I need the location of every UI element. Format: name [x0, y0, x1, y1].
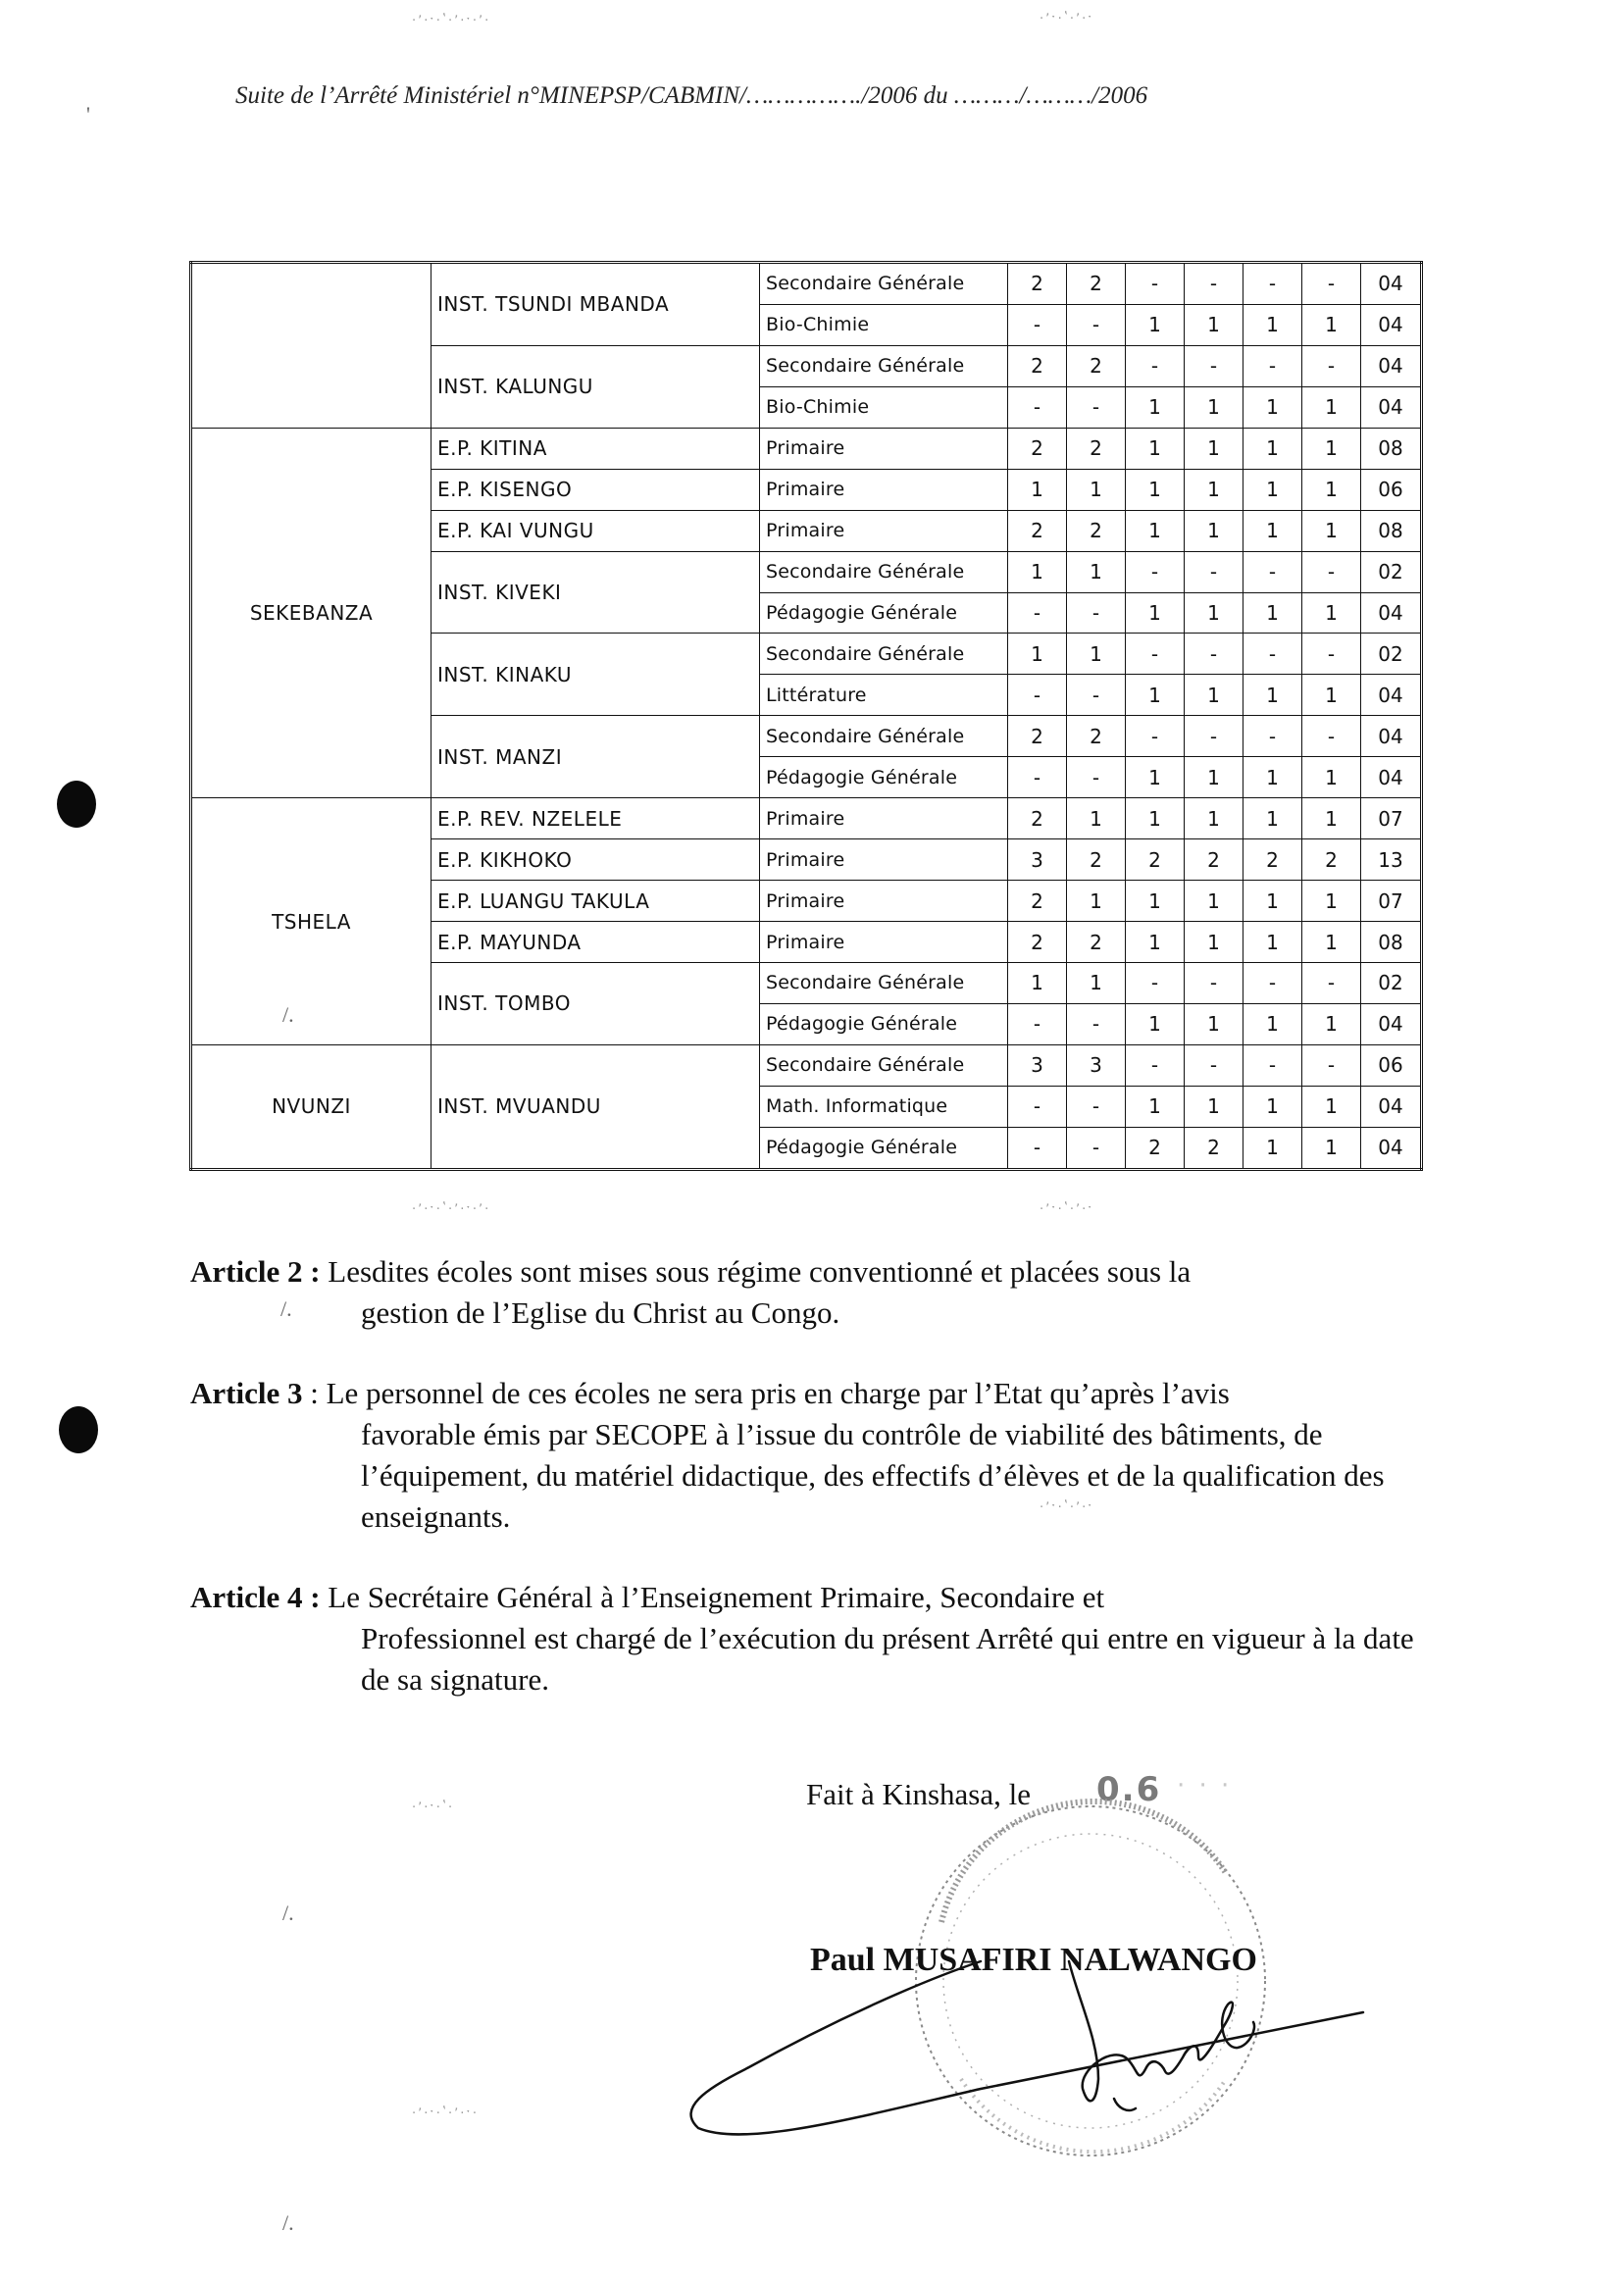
count-cell: 1	[1185, 1086, 1243, 1127]
count-cell: 1	[1243, 1127, 1302, 1169]
count-cell: -	[1067, 592, 1126, 634]
scan-noise: ·ʼˑ·ʽ·ʼ·ˑ	[1040, 1202, 1094, 1217]
count-cell: 2	[1067, 263, 1126, 305]
count-cell: 1	[1126, 510, 1185, 551]
count-cell: 1	[1008, 469, 1067, 510]
total-cell: 06	[1361, 1044, 1422, 1086]
total-cell: 04	[1361, 304, 1422, 345]
count-cell: 1	[1126, 881, 1185, 922]
count-cell: 1	[1126, 304, 1185, 345]
count-cell: 2	[1067, 922, 1126, 963]
total-cell: 06	[1361, 469, 1422, 510]
count-cell: 1	[1126, 386, 1185, 428]
count-cell: 1	[1243, 1003, 1302, 1044]
count-cell: 3	[1008, 1044, 1067, 1086]
total-cell: 04	[1361, 1003, 1422, 1044]
count-cell: 1	[1243, 922, 1302, 963]
count-cell: 1	[1185, 798, 1243, 839]
count-cell: 2	[1008, 922, 1067, 963]
count-cell: 1	[1126, 798, 1185, 839]
count-cell: 1	[1067, 798, 1126, 839]
total-cell: 07	[1361, 798, 1422, 839]
count-cell: 1	[1126, 1086, 1185, 1127]
count-cell: -	[1243, 1044, 1302, 1086]
count-cell: 1	[1243, 304, 1302, 345]
count-cell: 1	[1185, 428, 1243, 469]
handwritten-signature	[691, 1961, 1363, 2134]
total-cell: 04	[1361, 1086, 1422, 1127]
school-name-cell: INST. TSUNDI MBANDA	[431, 263, 760, 346]
count-cell: 1	[1302, 469, 1361, 510]
section-cell: Bio-Chimie	[760, 304, 1008, 345]
section-cell: Secondaire Générale	[760, 551, 1008, 592]
count-cell: 1	[1067, 551, 1126, 592]
count-cell: 1	[1126, 428, 1185, 469]
count-cell: 1	[1302, 1127, 1361, 1169]
count-cell: -	[1302, 263, 1361, 305]
count-cell: 1	[1185, 1003, 1243, 1044]
section-cell: Pédagogie Générale	[760, 592, 1008, 634]
article-2-label: Article 2 :	[190, 1254, 321, 1289]
scan-mark: '	[86, 102, 90, 127]
count-cell: 1	[1243, 675, 1302, 716]
count-cell: -	[1302, 716, 1361, 757]
count-cell: 1	[1302, 881, 1361, 922]
count-cell: -	[1243, 634, 1302, 675]
count-cell: -	[1067, 304, 1126, 345]
count-cell: -	[1126, 716, 1185, 757]
school-name-cell: E.P. KITINA	[431, 428, 760, 469]
section-cell: Secondaire Générale	[760, 716, 1008, 757]
zone-cell: SEKEBANZA	[191, 428, 431, 797]
section-cell: Secondaire Générale	[760, 345, 1008, 386]
total-cell: 08	[1361, 510, 1422, 551]
count-cell: -	[1243, 345, 1302, 386]
count-cell: 2	[1067, 510, 1126, 551]
count-cell: 1	[1302, 386, 1361, 428]
count-cell: 2	[1126, 1127, 1185, 1169]
count-cell: -	[1243, 263, 1302, 305]
count-cell: -	[1243, 962, 1302, 1003]
section-cell: Secondaire Générale	[760, 263, 1008, 305]
count-cell: -	[1067, 1127, 1126, 1169]
scan-mark: /.	[282, 1901, 294, 1925]
section-cell: Pédagogie Générale	[760, 1003, 1008, 1044]
count-cell: 1	[1243, 592, 1302, 634]
count-cell: 1	[1185, 922, 1243, 963]
signer-name: Paul MUSAFIRI NALWANGO	[810, 1942, 1257, 1978]
scan-noise: ·ʼ·ˑ·ʽ·ʼ·ˑ·ʼ·	[412, 14, 491, 28]
count-cell: 2	[1067, 428, 1126, 469]
count-cell: 2	[1008, 345, 1067, 386]
scan-noise: ·ʼ·ˑ·ʽ·	[412, 1801, 455, 1815]
article-3-first-line: : Le personnel de ces écoles ne sera pris en charge par l’Etat qu’après l’avis	[302, 1376, 1230, 1410]
total-cell: 04	[1361, 716, 1422, 757]
total-cell: 04	[1361, 263, 1422, 305]
count-cell: -	[1126, 962, 1185, 1003]
count-cell: 1	[1302, 922, 1361, 963]
total-cell: 04	[1361, 345, 1422, 386]
count-cell: 1	[1302, 592, 1361, 634]
section-cell: Secondaire Générale	[760, 634, 1008, 675]
count-cell: 3	[1008, 839, 1067, 881]
school-name-cell: INST. KINAKU	[431, 634, 760, 716]
count-cell: 1	[1302, 304, 1361, 345]
scan-mark: /.	[282, 1002, 294, 1027]
count-cell: -	[1185, 263, 1243, 305]
total-cell: 04	[1361, 1127, 1422, 1169]
count-cell: 1	[1008, 551, 1067, 592]
scan-mark: /.	[282, 2210, 294, 2235]
section-cell: Primaire	[760, 428, 1008, 469]
count-cell: -	[1067, 757, 1126, 798]
count-cell: 2	[1008, 716, 1067, 757]
zone-cell: TSHELA	[191, 798, 431, 1045]
section-cell: Secondaire Générale	[760, 1044, 1008, 1086]
article-4-text: Professionnel est chargé de l’exécution du présent Arrêté qui entre en vigueur à la date de sa signature.	[361, 1621, 1414, 1697]
count-cell: -	[1067, 1086, 1126, 1127]
count-cell: 1	[1126, 922, 1185, 963]
count-cell: -	[1302, 551, 1361, 592]
count-cell: 1	[1243, 469, 1302, 510]
count-cell: 2	[1243, 839, 1302, 881]
count-cell: 1	[1008, 634, 1067, 675]
count-cell: 2	[1185, 1127, 1243, 1169]
zone-cell: NVUNZI	[191, 1044, 431, 1169]
count-cell: 1	[1185, 510, 1243, 551]
section-cell: Primaire	[760, 469, 1008, 510]
school-name-cell: INST. MVUANDU	[431, 1044, 760, 1169]
scan-noise: ·ʼˑ·ʽ·ʼ·ˑ	[1040, 1500, 1094, 1515]
count-cell: -	[1302, 634, 1361, 675]
section-cell: Pédagogie Générale	[760, 757, 1008, 798]
count-cell: -	[1185, 551, 1243, 592]
count-cell: 1	[1243, 1086, 1302, 1127]
count-cell: -	[1008, 1003, 1067, 1044]
total-cell: 08	[1361, 922, 1422, 963]
article-4-label: Article 4 :	[190, 1580, 321, 1614]
count-cell: -	[1185, 716, 1243, 757]
count-cell: -	[1008, 675, 1067, 716]
section-cell: Secondaire Générale	[760, 962, 1008, 1003]
section-cell: Primaire	[760, 798, 1008, 839]
count-cell: 1	[1185, 757, 1243, 798]
count-cell: 1	[1243, 757, 1302, 798]
count-cell: 1	[1243, 798, 1302, 839]
count-cell: 1	[1067, 881, 1126, 922]
total-cell: 02	[1361, 551, 1422, 592]
total-cell: 08	[1361, 428, 1422, 469]
school-name-cell: E.P. KIKHOKO	[431, 839, 760, 881]
count-cell: -	[1185, 634, 1243, 675]
count-cell: 1	[1126, 592, 1185, 634]
count-cell: 2	[1126, 839, 1185, 881]
count-cell: 1	[1185, 881, 1243, 922]
article-2-first-line: Lesdites écoles sont mises sous régime conventionné et placées sous la	[320, 1254, 1192, 1289]
scan-noise: ·ʼˑ·ʽ·ʼ·ˑ	[1040, 12, 1094, 26]
count-cell: 1	[1302, 1086, 1361, 1127]
count-cell: 1	[1302, 675, 1361, 716]
count-cell: 1	[1185, 304, 1243, 345]
count-cell: -	[1008, 386, 1067, 428]
section-cell: Littérature	[760, 675, 1008, 716]
school-name-cell: INST. MANZI	[431, 716, 760, 798]
section-cell: Primaire	[760, 839, 1008, 881]
count-cell: 2	[1008, 881, 1067, 922]
section-cell: Primaire	[760, 922, 1008, 963]
count-cell: 2	[1008, 798, 1067, 839]
count-cell: 1	[1243, 386, 1302, 428]
stamped-date-faint: · · ·	[1177, 1771, 1233, 1801]
section-cell: Math. Informatique	[760, 1086, 1008, 1127]
count-cell: 1	[1243, 881, 1302, 922]
count-cell: 2	[1008, 428, 1067, 469]
document-header: Suite de l’Arrêté Ministériel n°MINEPSP/CABMIN/……………./2006 du ………/………/2006	[235, 82, 1148, 109]
total-cell: 04	[1361, 386, 1422, 428]
count-cell: -	[1243, 716, 1302, 757]
article-2-text: gestion de l’Eglise du Christ au Congo.	[361, 1295, 840, 1330]
scan-mark: /.	[280, 1296, 292, 1321]
count-cell: -	[1126, 634, 1185, 675]
total-cell: 04	[1361, 675, 1422, 716]
count-cell: 2	[1008, 263, 1067, 305]
count-cell: 1	[1302, 798, 1361, 839]
count-cell: -	[1067, 386, 1126, 428]
section-cell: Pédagogie Générale	[760, 1127, 1008, 1169]
school-name-cell: E.P. MAYUNDA	[431, 922, 760, 963]
count-cell: 1	[1243, 428, 1302, 469]
count-cell: 1	[1067, 469, 1126, 510]
place-and-date: Fait à Kinshasa, le	[806, 1777, 1032, 1811]
count-cell: -	[1302, 1044, 1361, 1086]
count-cell: -	[1185, 962, 1243, 1003]
count-cell: -	[1126, 345, 1185, 386]
count-cell: -	[1126, 1044, 1185, 1086]
count-cell: 2	[1067, 839, 1126, 881]
count-cell: 1	[1185, 386, 1243, 428]
count-cell: 1	[1008, 962, 1067, 1003]
count-cell: 2	[1067, 716, 1126, 757]
count-cell: 3	[1067, 1044, 1126, 1086]
article-3-label: Article 3	[190, 1376, 303, 1410]
scan-noise: ·ʼ·ˑ·ʽ·ʼ·ˑ·	[412, 2106, 479, 2121]
count-cell: 1	[1067, 634, 1126, 675]
count-cell: -	[1008, 1127, 1067, 1169]
count-cell: -	[1185, 345, 1243, 386]
count-cell: -	[1008, 757, 1067, 798]
school-name-cell: E.P. REV. NZELELE	[431, 798, 760, 839]
school-name-cell: INST. KIVEKI	[431, 551, 760, 634]
count-cell: 2	[1185, 839, 1243, 881]
count-cell: -	[1243, 551, 1302, 592]
count-cell: 1	[1243, 510, 1302, 551]
count-cell: 1	[1185, 675, 1243, 716]
count-cell: 1	[1302, 1003, 1361, 1044]
total-cell: 02	[1361, 634, 1422, 675]
section-cell: Primaire	[760, 510, 1008, 551]
school-name-cell: INST. TOMBO	[431, 962, 760, 1044]
scan-noise: ·ʼ·ˑ·ʽ·ʼ·ˑ·ʼ·	[412, 1202, 491, 1217]
count-cell: -	[1185, 1044, 1243, 1086]
count-cell: 1	[1302, 510, 1361, 551]
count-cell: 1	[1126, 1003, 1185, 1044]
section-cell: Bio-Chimie	[760, 386, 1008, 428]
stamped-date: 0.6	[1096, 1770, 1162, 1809]
article-3-text: favorable émis par SECOPE à l’issue du contrôle de viabilité des bâtiments, de l’équipement, du matériel didactique, des effectifs d’élèves et de la qualification des enseignants.	[361, 1417, 1385, 1534]
count-cell: 2	[1008, 510, 1067, 551]
count-cell: 1	[1126, 469, 1185, 510]
total-cell: 07	[1361, 881, 1422, 922]
total-cell: 04	[1361, 592, 1422, 634]
count-cell: 2	[1302, 839, 1361, 881]
section-cell: Primaire	[760, 881, 1008, 922]
count-cell: 1	[1126, 757, 1185, 798]
total-cell: 13	[1361, 839, 1422, 881]
count-cell: 1	[1067, 962, 1126, 1003]
count-cell: -	[1126, 551, 1185, 592]
count-cell: 1	[1185, 592, 1243, 634]
count-cell: -	[1008, 592, 1067, 634]
count-cell: 1	[1126, 675, 1185, 716]
total-cell: 04	[1361, 757, 1422, 798]
count-cell: -	[1067, 1003, 1126, 1044]
count-cell: -	[1008, 304, 1067, 345]
total-cell: 02	[1361, 962, 1422, 1003]
count-cell: -	[1126, 263, 1185, 305]
count-cell: -	[1302, 962, 1361, 1003]
article-4-first-line: Le Secrétaire Général à l’Enseignement Primaire, Secondaire et	[320, 1580, 1105, 1614]
count-cell: -	[1008, 1086, 1067, 1127]
count-cell: -	[1067, 675, 1126, 716]
count-cell: -	[1302, 345, 1361, 386]
school-name-cell: E.P. KAI VUNGU	[431, 510, 760, 551]
count-cell: 1	[1302, 428, 1361, 469]
school-name-cell: E.P. LUANGU TAKULA	[431, 881, 760, 922]
school-name-cell: INST. KALUNGU	[431, 345, 760, 428]
count-cell: 1	[1302, 757, 1361, 798]
school-name-cell: E.P. KISENGO	[431, 469, 760, 510]
count-cell: 2	[1067, 345, 1126, 386]
count-cell: 1	[1185, 469, 1243, 510]
